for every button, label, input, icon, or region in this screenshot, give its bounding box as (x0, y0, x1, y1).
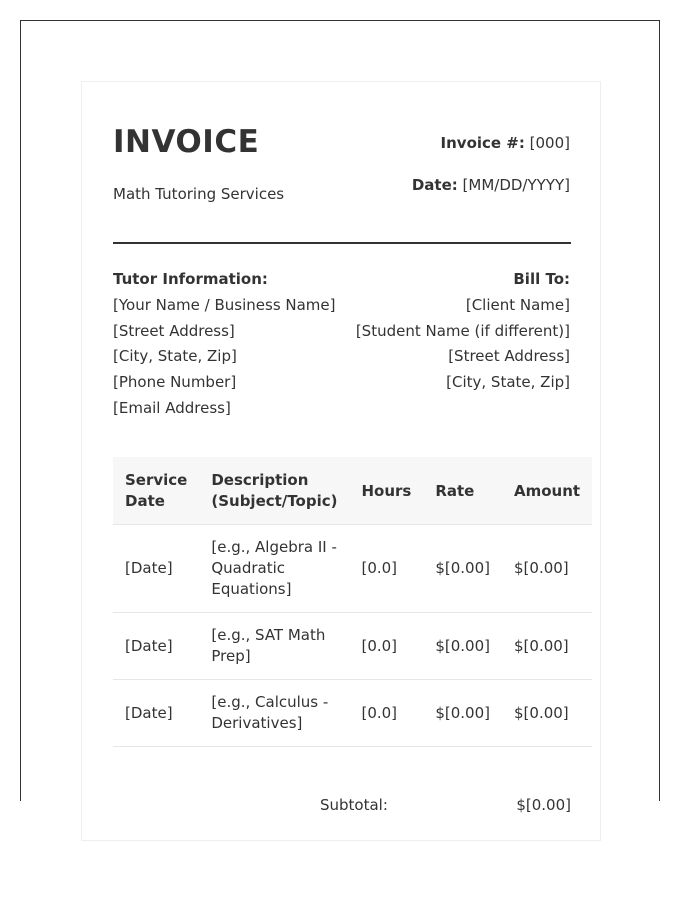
cell-hours: [0.0] (349, 680, 423, 747)
subtotal-value: $[0.00] (516, 796, 571, 814)
header-service-date: Service Date (113, 457, 199, 525)
cell-description: [e.g., Algebra II - Quadratic Equations] (199, 525, 349, 613)
invoice-number-label: Invoice #: (440, 134, 525, 152)
cell-date: [Date] (113, 613, 199, 680)
table-header-row (113, 457, 592, 525)
table-row (113, 613, 592, 680)
invoice-sheet (81, 81, 601, 841)
subtotal-label: Subtotal: (320, 796, 388, 814)
bill-to-line: [Street Address] (448, 347, 570, 366)
cell-date: [Date] (113, 525, 199, 613)
cell-amount: $[0.00] (502, 613, 592, 680)
table-row (113, 680, 592, 747)
table-row (113, 525, 592, 613)
cell-date: [Date] (113, 680, 199, 747)
bill-to-line: [Student Name (if different)] (355, 321, 570, 340)
invoice-title: INVOICE (113, 124, 260, 160)
header-description: Description (Subject/Topic) (199, 457, 349, 525)
bill-to-line: [City, State, Zip] (446, 373, 570, 392)
tutor-line: [Email Address] (113, 398, 231, 417)
invoice-number-value: [000] (529, 134, 570, 152)
header-rate: Rate (423, 457, 502, 525)
cell-rate: $[0.00] (423, 680, 502, 747)
tutor-line: [City, State, Zip] (113, 347, 237, 366)
cell-amount: $[0.00] (502, 680, 592, 747)
header-hours: Hours (349, 457, 423, 525)
cell-rate: $[0.00] (423, 525, 502, 613)
tutor-heading: Tutor Information: (113, 270, 268, 288)
cell-description: [e.g., SAT Math Prep] (199, 613, 349, 680)
invoice-date (412, 175, 570, 195)
bill-to (356, 267, 570, 396)
tutor-line: [Street Address] (113, 321, 235, 340)
bill-to-line: [Client Name] (465, 295, 570, 314)
tutor-information (113, 267, 336, 422)
cell-hours: [0.0] (349, 613, 423, 680)
header-amount: Amount (502, 457, 592, 525)
tutor-line: [Your Name / Business Name] (113, 295, 336, 314)
cell-amount: $[0.00] (502, 525, 592, 613)
header-divider (113, 242, 571, 244)
cell-hours: [0.0] (349, 525, 423, 613)
tutor-line: [Phone Number] (113, 373, 237, 392)
cell-rate: $[0.00] (423, 613, 502, 680)
invoice-date-label: Date: (411, 176, 458, 194)
bill-to-heading: Bill To: (513, 270, 570, 288)
document-frame (20, 20, 660, 814)
cell-description: [e.g., Calculus - Derivatives] (199, 680, 349, 747)
services-table (113, 457, 592, 747)
invoice-date-value: [MM/DD/YYYY] (462, 176, 570, 194)
invoice-subtitle: Math Tutoring Services (113, 185, 285, 203)
invoice-number (441, 133, 570, 153)
